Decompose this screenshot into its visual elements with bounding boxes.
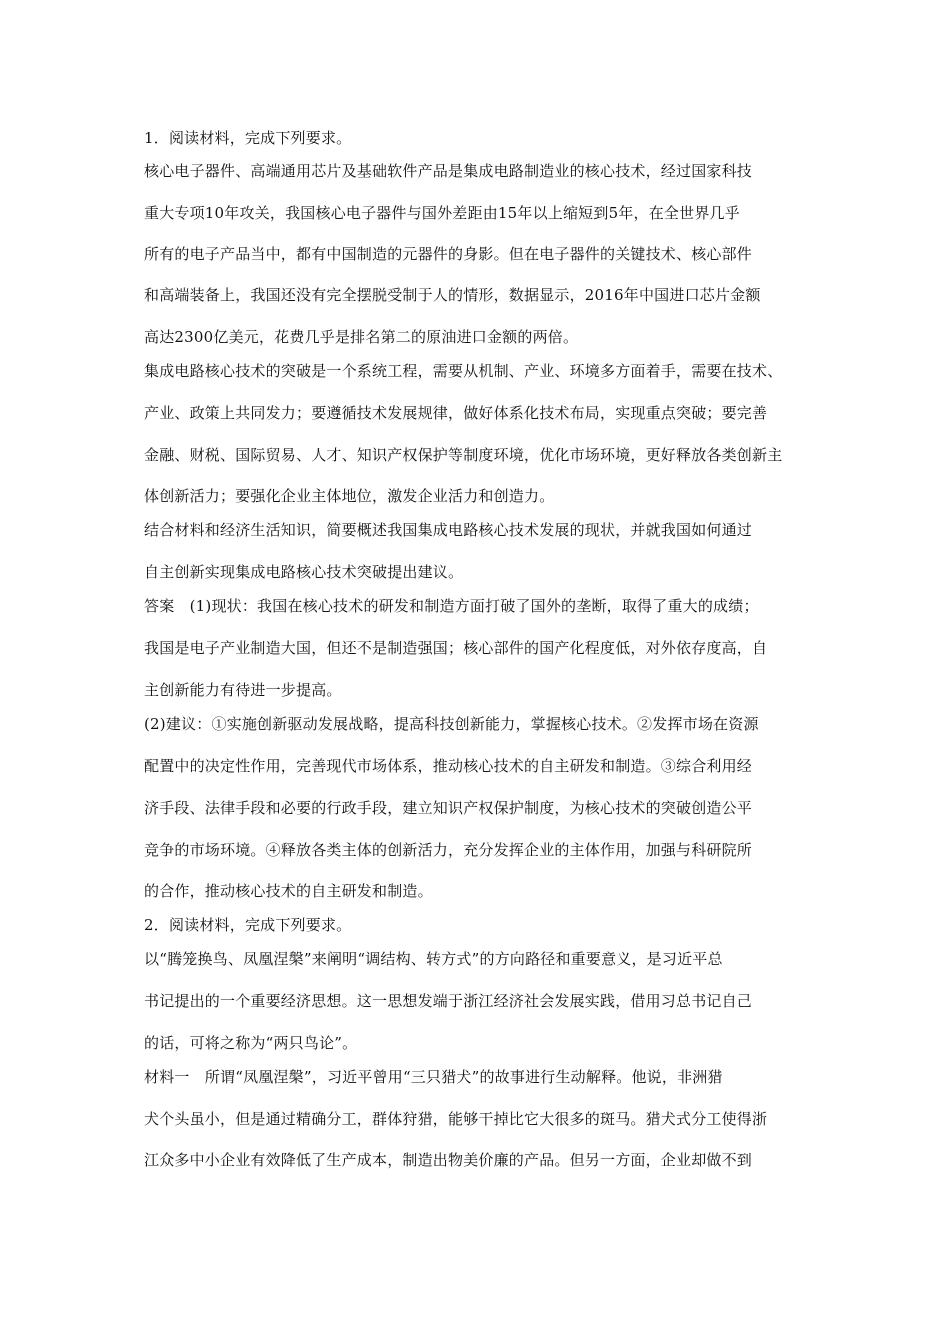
material-1-paragraph-2-line-4: 体创新活力；要强化企业主体地位，激发企业活力和创造力。 (144, 487, 555, 505)
material-1-paragraph-1-line-4: 和高端装备上，我国还没有完全摆脱受制于人的情形，数据显示，2016年中国进口芯片金额 (144, 286, 761, 304)
question-1-prompt-line-1: 结合材料和经济生活知识，简要概述我国集成电路核心技术发展的现状，并就我国如何通过 (144, 521, 753, 539)
answer-1-suggestion-line-4: 竞争的市场环境。④释放各类主体的创新活力，充分发挥企业的主体作用，加强与科研院所 (144, 841, 753, 859)
answer-1-status-line-2: 我国是电子产业制造大国，但还不是制造强国；核心部件的国产化程度低，对外依存度高，自 (144, 639, 768, 657)
answer-1-suggestion-line-3: 济手段、法律手段和必要的行政手段，建立知识产权保护制度，为核心技术的突破创造公平 (144, 799, 753, 817)
material-1-paragraph-2-line-3: 金融、财税、国际贸易、人才、知识产权保护等制度环境，优化市场环境，更好释放各类创新主 (144, 446, 783, 464)
answer-1-suggestion-line-2: 配置中的决定性作用，完善现代市场体系，推动核心技术的自主研发和制造。③综合利用经 (144, 757, 753, 775)
material-1-paragraph-1-line-3: 所有的电子产品当中，都有中国制造的元器件的身影。但在电子器件的关键技术、核心部件 (144, 245, 753, 263)
material-2-intro-line-3: 的话，可将之称为“两只鸟论”。 (144, 1034, 358, 1052)
answer-1-suggestion-line-5: 的合作，推动核心技术的自主研发和制造。 (144, 882, 433, 900)
material-2-part-1-line-1: 材料一 所谓“凤凰涅槃”，习近平曾用“三只猎犬”的故事进行生动解释。他说，非洲猎 (144, 1068, 723, 1086)
question-1-heading: 1．阅读材料，完成下列要求。 (144, 129, 352, 147)
material-1-paragraph-1-line-2: 重大专项10年攻关，我国核心电子器件与国外差距由15年以上缩短到5年，在全世界几乎 (144, 204, 740, 222)
material-1-paragraph-2-line-1: 集成电路核心技术的突破是一个系统工程，需要从机制、产业、环境多方面着手，需要在技术、 (144, 362, 783, 380)
material-1-paragraph-1-line-5: 高达2300亿美元，花费几乎是排名第二的原油进口金额的两倍。 (144, 328, 579, 346)
question-2-heading: 2．阅读材料，完成下列要求。 (144, 916, 352, 934)
answer-1-status-line-3: 主创新能力有待进一步提高。 (144, 681, 342, 699)
material-2-part-1-line-2: 犬个头虽小，但是通过精确分工，群体狩猎，能够干掉比它大很多的斑马。猎犬式分工使得浙 (144, 1110, 768, 1128)
material-1-paragraph-1-line-1: 核心电子器件、高端通用芯片及基础软件产品是集成电路制造业的核心技术，经过国家科技 (144, 162, 753, 180)
answer-1-suggestion-line-1: (2)建议：①实施创新驱动发展战略，提高科技创新能力，掌握核心技术。②发挥市场在资源 (144, 715, 759, 733)
material-2-intro-line-2: 书记提出的一个重要经济思想。这一思想发端于浙江经济社会发展实践，借用习总书记自己 (144, 992, 753, 1010)
question-1-prompt-line-2: 自主创新实现集成电路核心技术突破提出建议。 (144, 563, 464, 581)
material-2-part-1-line-3: 江众多中小企业有效降低了生产成本，制造出物美价廉的产品。但另一方面，企业却做不到 (144, 1151, 753, 1169)
material-1-paragraph-2-line-2: 产业、政策上共同发力；要遵循技术发展规律，做好体系化技术布局，实现重点突破；要完善 (144, 404, 768, 422)
answer-1-status-line-1: 答案 (1)现状：我国在核心技术的研发和制造方面打破了国外的垄断，取得了重大的成绩； (144, 597, 759, 615)
material-2-intro-line-1: 以“腾笼换鸟、凤凰涅槃”来阐明“调结构、转方式”的方向路径和重要意义，是习近平总 (144, 950, 723, 968)
